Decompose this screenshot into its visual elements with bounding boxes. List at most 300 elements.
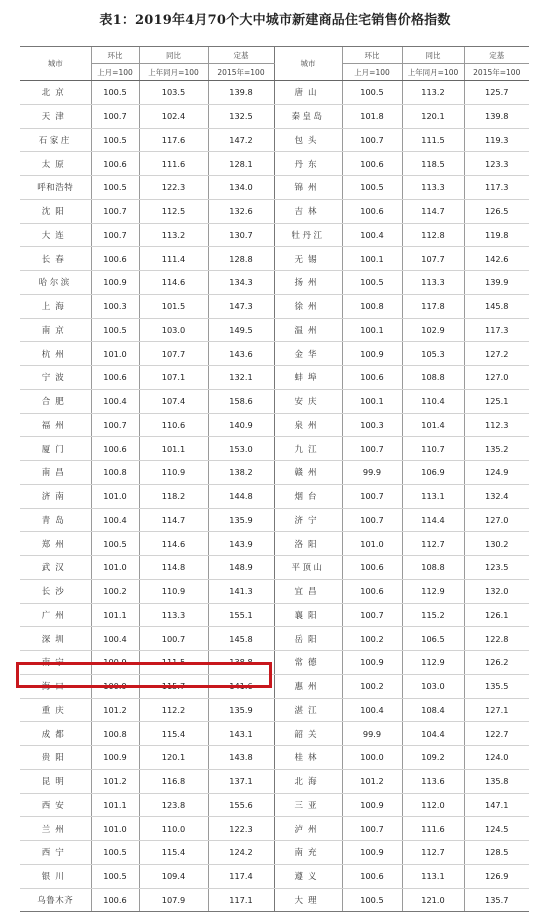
city-cell: 丹东 [274, 152, 342, 176]
mom-cell: 101.1 [91, 603, 139, 627]
base-cell: 117.3 [464, 176, 529, 200]
table-row [20, 746, 529, 770]
base-cell: 128.8 [208, 247, 274, 271]
city-cell: 昆明 [20, 769, 91, 793]
city-cell: 石家庄 [20, 128, 91, 152]
base-header: 定基 [208, 47, 274, 64]
city-cell: 南宁 [20, 651, 91, 675]
base-cell: 112.3 [464, 413, 529, 437]
city-cell: 安庆 [274, 389, 342, 413]
table-row [20, 651, 529, 675]
mom-cell: 100.5 [91, 128, 139, 152]
yoy-cell: 115.7 [139, 674, 208, 698]
city-cell: 深圳 [20, 627, 91, 651]
base-cell: 123.5 [464, 556, 529, 580]
table-row [20, 888, 529, 912]
base-cell: 155.6 [208, 793, 274, 817]
table-row [20, 841, 529, 865]
city-cell: 唐山 [274, 81, 342, 105]
mom-cell: 101.0 [91, 484, 139, 508]
table-row [20, 128, 529, 152]
base-subheader: 2015年=100 [464, 64, 529, 81]
yoy-cell: 116.8 [139, 769, 208, 793]
base-cell: 138.8 [208, 651, 274, 675]
mom-cell: 100.5 [342, 888, 402, 912]
yoy-subheader: 上年同月=100 [402, 64, 464, 81]
yoy-cell: 107.1 [139, 366, 208, 390]
table-row [20, 176, 529, 200]
base-cell: 143.6 [208, 342, 274, 366]
base-cell: 119.3 [464, 128, 529, 152]
city-cell: 洛阳 [274, 532, 342, 556]
yoy-cell: 111.5 [402, 128, 464, 152]
city-cell: 银川 [20, 864, 91, 888]
base-cell: 137.1 [208, 769, 274, 793]
table-row [20, 722, 529, 746]
base-cell: 128.1 [208, 152, 274, 176]
yoy-cell: 102.4 [139, 104, 208, 128]
mom-cell: 100.9 [91, 271, 139, 295]
mom-cell: 100.8 [342, 294, 402, 318]
yoy-cell: 113.2 [139, 223, 208, 247]
city-cell: 无锡 [274, 247, 342, 271]
yoy-cell: 110.9 [139, 579, 208, 603]
page-title: 表1：2019年4月70个大中城市新建商品住宅销售价格指数 [99, 13, 451, 28]
table-row [20, 793, 529, 817]
yoy-cell: 120.1 [139, 746, 208, 770]
mom-cell: 100.5 [91, 81, 139, 105]
city-cell: 常德 [274, 651, 342, 675]
base-cell: 132.5 [208, 104, 274, 128]
base-cell: 126.5 [464, 199, 529, 223]
base-cell: 139.8 [464, 104, 529, 128]
yoy-cell: 107.9 [139, 888, 208, 912]
table-body [20, 81, 529, 912]
table-row [20, 199, 529, 223]
mom-cell: 101.2 [91, 698, 139, 722]
mom-cell: 100.2 [342, 627, 402, 651]
base-cell: 127.0 [464, 366, 529, 390]
city-cell: 三亚 [274, 793, 342, 817]
mom-cell: 100.9 [342, 342, 402, 366]
base-cell: 147.2 [208, 128, 274, 152]
city-cell: 蚌埠 [274, 366, 342, 390]
base-cell: 127.2 [464, 342, 529, 366]
table-row [20, 437, 529, 461]
yoy-cell: 103.5 [139, 81, 208, 105]
city-cell: 平顶山 [274, 556, 342, 580]
yoy-cell: 121.0 [402, 888, 464, 912]
base-cell: 138.2 [208, 461, 274, 485]
city-cell: 沈阳 [20, 199, 91, 223]
base-cell: 143.9 [208, 532, 274, 556]
city-cell: 大连 [20, 223, 91, 247]
base-cell: 135.5 [464, 674, 529, 698]
yoy-cell: 113.6 [402, 769, 464, 793]
yoy-cell: 113.1 [402, 484, 464, 508]
mom-cell: 100.6 [91, 152, 139, 176]
mom-cell: 100.6 [342, 864, 402, 888]
price-index-table [20, 46, 529, 912]
base-cell: 117.3 [464, 318, 529, 342]
mom-cell: 100.0 [342, 746, 402, 770]
table-row [20, 247, 529, 271]
mom-cell: 100.5 [91, 864, 139, 888]
base-cell: 140.9 [208, 413, 274, 437]
yoy-cell: 113.3 [139, 603, 208, 627]
city-cell: 太原 [20, 152, 91, 176]
mom-cell: 100.6 [342, 199, 402, 223]
yoy-cell: 112.9 [402, 651, 464, 675]
table-row [20, 104, 529, 128]
base-cell: 132.6 [208, 199, 274, 223]
table-row [20, 152, 529, 176]
yoy-cell: 112.5 [139, 199, 208, 223]
mom-cell: 100.6 [342, 366, 402, 390]
city-cell: 吉林 [274, 199, 342, 223]
base-cell: 141.3 [208, 579, 274, 603]
city-cell: 杭州 [20, 342, 91, 366]
mom-cell: 100.5 [91, 318, 139, 342]
yoy-cell: 110.0 [139, 817, 208, 841]
city-cell: 郑州 [20, 532, 91, 556]
mom-cell: 100.6 [342, 152, 402, 176]
yoy-cell: 118.5 [402, 152, 464, 176]
yoy-cell: 109.4 [139, 864, 208, 888]
city-cell: 赣州 [274, 461, 342, 485]
base-cell: 132.4 [464, 484, 529, 508]
city-cell: 青岛 [20, 508, 91, 532]
base-cell: 147.1 [464, 793, 529, 817]
mom-cell: 99.9 [342, 722, 402, 746]
base-cell: 135.9 [208, 698, 274, 722]
yoy-header: 同比 [139, 47, 208, 64]
table-row [20, 484, 529, 508]
city-cell: 韶关 [274, 722, 342, 746]
mom-header: 环比 [342, 47, 402, 64]
table-row [20, 864, 529, 888]
yoy-cell: 107.7 [402, 247, 464, 271]
mom-cell: 100.5 [91, 532, 139, 556]
base-cell: 143.1 [208, 722, 274, 746]
yoy-cell: 106.5 [402, 627, 464, 651]
city-header: 城市 [20, 47, 91, 81]
city-cell: 泸州 [274, 817, 342, 841]
mom-subheader: 上月=100 [342, 64, 402, 81]
yoy-cell: 103.0 [139, 318, 208, 342]
mom-cell: 100.6 [342, 579, 402, 603]
city-cell: 成都 [20, 722, 91, 746]
yoy-header: 同比 [402, 47, 464, 64]
yoy-cell: 112.7 [402, 841, 464, 865]
base-cell: 124.2 [208, 841, 274, 865]
yoy-cell: 104.4 [402, 722, 464, 746]
yoy-cell: 113.2 [402, 81, 464, 105]
mom-cell: 100.3 [91, 294, 139, 318]
base-cell: 122.7 [464, 722, 529, 746]
city-cell: 岳阳 [274, 627, 342, 651]
base-cell: 125.7 [464, 81, 529, 105]
yoy-cell: 118.2 [139, 484, 208, 508]
mom-cell: 100.1 [342, 389, 402, 413]
city-cell: 南昌 [20, 461, 91, 485]
yoy-cell: 112.0 [402, 793, 464, 817]
mom-subheader: 上月=100 [91, 64, 139, 81]
mom-cell: 101.0 [91, 817, 139, 841]
base-cell: 153.0 [208, 437, 274, 461]
base-cell: 132.1 [208, 366, 274, 390]
city-cell: 惠州 [274, 674, 342, 698]
city-cell: 兰州 [20, 817, 91, 841]
yoy-cell: 115.2 [402, 603, 464, 627]
base-cell: 135.9 [208, 508, 274, 532]
mom-cell: 100.5 [342, 271, 402, 295]
yoy-cell: 113.3 [402, 176, 464, 200]
yoy-cell: 108.8 [402, 366, 464, 390]
base-cell: 126.2 [464, 651, 529, 675]
mom-cell: 100.5 [342, 81, 402, 105]
city-cell: 包头 [274, 128, 342, 152]
yoy-cell: 112.9 [402, 579, 464, 603]
table-row [20, 389, 529, 413]
mom-cell: 100.7 [342, 508, 402, 532]
base-cell: 124.9 [464, 461, 529, 485]
mom-cell: 100.8 [91, 461, 139, 485]
base-cell: 123.3 [464, 152, 529, 176]
table-row [20, 223, 529, 247]
yoy-cell: 117.6 [139, 128, 208, 152]
base-cell: 135.7 [464, 888, 529, 912]
mom-cell: 100.5 [342, 176, 402, 200]
table-row [20, 556, 529, 580]
table-row [20, 413, 529, 437]
yoy-cell: 101.1 [139, 437, 208, 461]
mom-cell: 100.9 [342, 651, 402, 675]
city-cell: 徐州 [274, 294, 342, 318]
mom-cell: 100.4 [91, 627, 139, 651]
base-cell: 143.8 [208, 746, 274, 770]
city-cell: 遵义 [274, 864, 342, 888]
yoy-cell: 106.9 [402, 461, 464, 485]
yoy-cell: 102.9 [402, 318, 464, 342]
table-row [20, 294, 529, 318]
yoy-subheader: 上年同月=100 [139, 64, 208, 81]
mom-cell: 100.7 [342, 817, 402, 841]
base-cell: 130.2 [464, 532, 529, 556]
city-cell: 宜昌 [274, 579, 342, 603]
yoy-cell: 115.4 [139, 841, 208, 865]
mom-cell: 100.7 [91, 413, 139, 437]
table-row [20, 81, 529, 105]
mom-cell: 100.6 [91, 437, 139, 461]
city-cell: 厦门 [20, 437, 91, 461]
city-cell: 重庆 [20, 698, 91, 722]
city-cell: 西安 [20, 793, 91, 817]
city-cell: 牡丹江 [274, 223, 342, 247]
yoy-cell: 110.6 [139, 413, 208, 437]
yoy-cell: 111.5 [139, 651, 208, 675]
base-cell: 124.0 [464, 746, 529, 770]
base-cell: 122.3 [208, 817, 274, 841]
yoy-cell: 123.8 [139, 793, 208, 817]
mom-cell: 100.9 [91, 746, 139, 770]
mom-cell: 100.2 [342, 674, 402, 698]
mom-cell: 100.3 [342, 413, 402, 437]
city-cell: 乌鲁木齐 [20, 888, 91, 912]
table-row [20, 674, 529, 698]
base-cell: 147.3 [208, 294, 274, 318]
base-cell: 134.0 [208, 176, 274, 200]
base-cell: 149.5 [208, 318, 274, 342]
mom-cell: 100.4 [342, 698, 402, 722]
yoy-cell: 107.7 [139, 342, 208, 366]
yoy-cell: 105.3 [402, 342, 464, 366]
city-cell: 哈尔滨 [20, 271, 91, 295]
mom-cell: 100.7 [342, 603, 402, 627]
mom-cell: 100.9 [91, 651, 139, 675]
base-cell: 155.1 [208, 603, 274, 627]
base-cell: 122.8 [464, 627, 529, 651]
table-row [20, 603, 529, 627]
city-cell: 宁波 [20, 366, 91, 390]
city-cell: 泉州 [274, 413, 342, 437]
mom-cell: 100.6 [91, 247, 139, 271]
yoy-cell: 114.6 [139, 532, 208, 556]
yoy-cell: 113.3 [402, 271, 464, 295]
table-row [20, 817, 529, 841]
yoy-cell: 103.0 [402, 674, 464, 698]
base-cell: 141.6 [208, 674, 274, 698]
mom-cell: 100.4 [91, 508, 139, 532]
mom-header: 环比 [91, 47, 139, 64]
city-cell: 济南 [20, 484, 91, 508]
base-cell: 135.8 [464, 769, 529, 793]
mom-cell: 101.1 [91, 793, 139, 817]
mom-cell: 100.7 [342, 484, 402, 508]
mom-cell: 100.8 [91, 722, 139, 746]
base-cell: 145.8 [464, 294, 529, 318]
yoy-cell: 113.1 [402, 864, 464, 888]
yoy-cell: 110.7 [402, 437, 464, 461]
table-row [20, 271, 529, 295]
mom-cell: 101.2 [91, 769, 139, 793]
city-cell: 海口 [20, 674, 91, 698]
city-cell: 天津 [20, 104, 91, 128]
yoy-cell: 114.7 [402, 199, 464, 223]
yoy-cell: 110.4 [402, 389, 464, 413]
table-row [20, 579, 529, 603]
table-row [20, 342, 529, 366]
yoy-cell: 110.9 [139, 461, 208, 485]
city-cell: 扬州 [274, 271, 342, 295]
city-cell: 长春 [20, 247, 91, 271]
city-cell: 武汉 [20, 556, 91, 580]
base-cell: 127.1 [464, 698, 529, 722]
table-row [20, 532, 529, 556]
base-cell: 128.5 [464, 841, 529, 865]
mom-cell: 100.7 [342, 437, 402, 461]
mom-cell: 100.1 [342, 247, 402, 271]
city-cell: 福州 [20, 413, 91, 437]
base-cell: 142.6 [464, 247, 529, 271]
yoy-cell: 117.8 [402, 294, 464, 318]
city-cell: 济宁 [274, 508, 342, 532]
table-row [20, 461, 529, 485]
mom-cell: 100.1 [342, 318, 402, 342]
base-cell: 125.1 [464, 389, 529, 413]
table-row [20, 698, 529, 722]
mom-cell: 100.4 [342, 223, 402, 247]
yoy-cell: 120.1 [402, 104, 464, 128]
table-row [20, 769, 529, 793]
base-cell: 117.4 [208, 864, 274, 888]
city-header: 城市 [274, 47, 342, 81]
mom-cell: 101.8 [342, 104, 402, 128]
city-cell: 襄阳 [274, 603, 342, 627]
base-header: 定基 [464, 47, 529, 64]
mom-cell: 101.0 [91, 556, 139, 580]
yoy-cell: 114.7 [139, 508, 208, 532]
yoy-cell: 111.6 [402, 817, 464, 841]
city-cell: 大理 [274, 888, 342, 912]
yoy-cell: 112.7 [402, 532, 464, 556]
base-cell: 117.1 [208, 888, 274, 912]
city-cell: 西宁 [20, 841, 91, 865]
city-cell: 金华 [274, 342, 342, 366]
city-cell: 九江 [274, 437, 342, 461]
city-cell: 南京 [20, 318, 91, 342]
mom-cell: 100.7 [91, 104, 139, 128]
base-cell: 130.7 [208, 223, 274, 247]
city-cell: 北海 [274, 769, 342, 793]
table-row [20, 366, 529, 390]
table-row [20, 627, 529, 651]
yoy-cell: 114.6 [139, 271, 208, 295]
mom-cell: 100.9 [342, 841, 402, 865]
base-cell: 139.8 [208, 81, 274, 105]
city-cell: 南充 [274, 841, 342, 865]
base-cell: 148.9 [208, 556, 274, 580]
base-cell: 144.8 [208, 484, 274, 508]
city-cell: 贵阳 [20, 746, 91, 770]
city-cell: 秦皇岛 [274, 104, 342, 128]
mom-cell: 101.0 [342, 532, 402, 556]
mom-cell: 100.6 [342, 556, 402, 580]
yoy-cell: 122.3 [139, 176, 208, 200]
table-row [20, 508, 529, 532]
base-cell: 158.6 [208, 389, 274, 413]
city-cell: 广州 [20, 603, 91, 627]
yoy-cell: 115.4 [139, 722, 208, 746]
base-cell: 126.9 [464, 864, 529, 888]
yoy-cell: 112.2 [139, 698, 208, 722]
mom-cell: 100.5 [91, 841, 139, 865]
city-cell: 温州 [274, 318, 342, 342]
city-cell: 湛江 [274, 698, 342, 722]
base-subheader: 2015年=100 [208, 64, 274, 81]
yoy-cell: 101.5 [139, 294, 208, 318]
city-cell: 锦州 [274, 176, 342, 200]
yoy-cell: 108.4 [402, 698, 464, 722]
yoy-cell: 108.8 [402, 556, 464, 580]
yoy-cell: 111.6 [139, 152, 208, 176]
mom-cell: 100.6 [91, 366, 139, 390]
base-cell: 126.1 [464, 603, 529, 627]
yoy-cell: 100.7 [139, 627, 208, 651]
city-cell: 长沙 [20, 579, 91, 603]
mom-cell: 100.9 [342, 793, 402, 817]
base-cell: 145.8 [208, 627, 274, 651]
